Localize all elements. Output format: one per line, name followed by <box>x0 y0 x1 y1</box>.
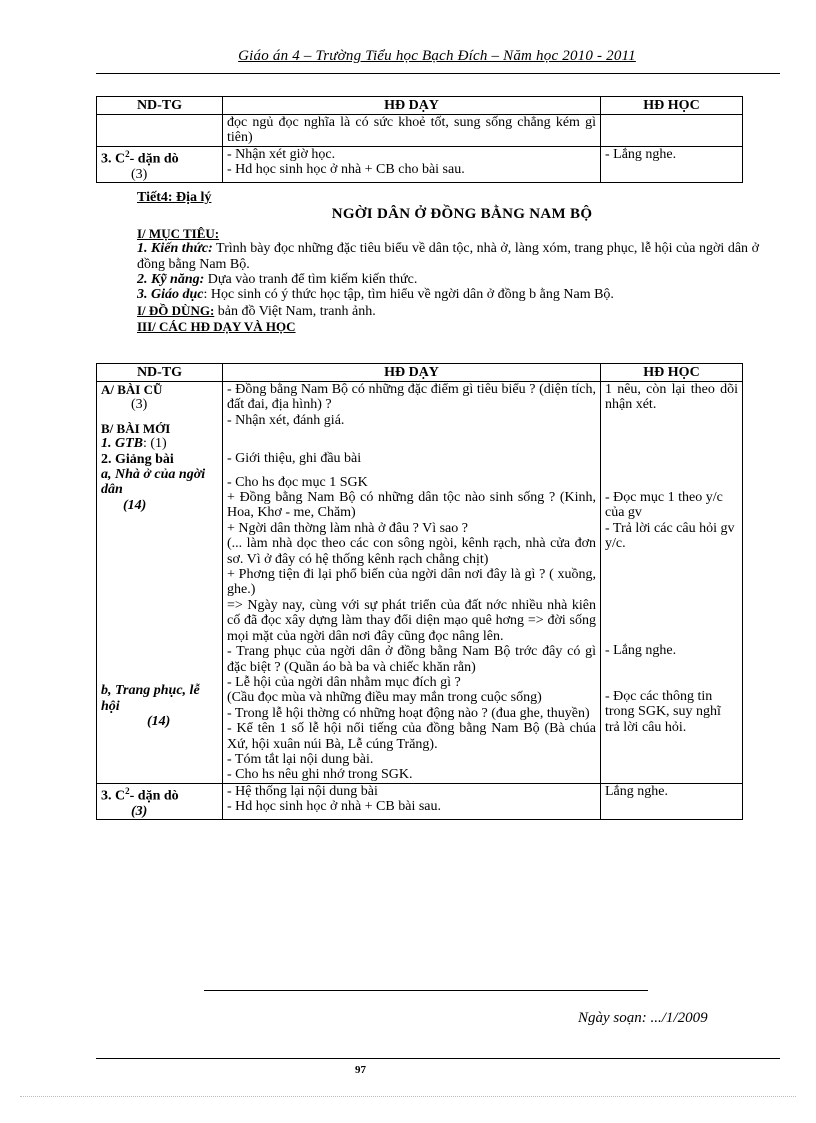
page-number: 97 <box>355 1064 366 1076</box>
lesson-title: NGỜI DÂN Ở ĐỒNG BẰNG NAM BỘ <box>331 206 593 223</box>
objectives-heading: I/ MỤC TIÊU: <box>137 225 220 241</box>
col-header-hoc: HĐ HỌC <box>601 97 743 115</box>
row-day-cell: - Đồng bằng Nam Bộ có những đặc điểm gì tiêu biểu ? (diện tích, đất đai, địa hình) ? - Nhận xét, đánh giá. - Giới thiệu, ghi đầu bài - Cho hs đọc mục 1 SGK + Đồng bằng Nam Bộ có những dân tộc nào sinh sống ? (Kinh, Hoa, Khơ - me, Chăm) + Ngời dân thờng làm nhà ở đâu ? Vì sao ? (... làm nhà dọc theo các con sông ngòi, kênh rạch, nhà cửa đơn sơ. Vì ở đây có hệ thống kênh rạch chằng chịt) + Phơng tiện đi lại phổ biến của ngời dân nơi đây là gì ? ( xuồng, ghe.) => Ngày nay, cùng với sự phát triển của đất nớc nhiều nhà kiên cố đã đọc xây dựng làm thay đổi diện mạo quê hơng => đời sống mọi mặt của ngời dân nơi đây cũng đọc nâng lên. - Trang phục của ngời dân ở đồng bằng Nam Bộ trớc đây có gì đặc biệt ? (Quần áo bà ba và chiếc khăn rằn) - Lễ hội của ngời dân nhằm mục đích gì ? (Cầu đọc mùa và những điều may mắn trong cuộc sống) - Trong lễ hội thờng có những hoạt động nào ? (đua ghe, thuyền) - Kể tên 1 số lễ hội nổi tiếng của đồng bằng Nam Bộ (Bà chúa Xứ, hội xuân núi Bà, Lễ cúng Trăng). - Tóm tắt lại nội dung bài. - Cho hs nêu ghi nhớ trong SGK. <box>223 382 601 784</box>
page-header: Giáo án 4 – Trường Tiểu học Bạch Đích – Năm học 2010 - 2011 <box>238 48 636 64</box>
lesson-subject: Tiết4: Địa lý <box>137 190 212 205</box>
activities-heading: III/ CÁC HĐ DẠY VÀ HỌC <box>137 319 296 335</box>
materials-line: I/ ĐỒ DÙNG: bản đồ Việt Nam, tranh ảnh. <box>137 302 376 319</box>
table-row <box>97 783 743 819</box>
objective-skill: 2. Kỹ năng: Dựa vào tranh để tìm kiếm kiến thức. <box>137 272 418 288</box>
row-hoc-cell: Lắng nghe. <box>601 783 743 819</box>
col-header-nd: ND-TG <box>97 364 223 382</box>
objective-knowledge: 1. Kiến thức: Trình bày đọc những đặc tiêu biểu về dân tộc, nhà ở, làng xóm, trang phục, lễ hội của ngời dân ở đồng bằng Nam Bộ. <box>137 241 759 272</box>
row-nd-cell: A/ BÀI CŨ (3) B/ BÀI MỚI 1. GTB: (1) 2. Giảng bài a, Nhà ở của ngời dân (14) b, Trang phục, lễ hội (14) <box>97 382 223 784</box>
page-edge <box>20 1096 796 1097</box>
objective-education: 3. Giáo dục: Học sinh có ý thức học tập, tìm hiểu về ngời dân ở đồng b ằng Nam Bộ. <box>137 287 614 303</box>
row-nd-cell: 3. $C^2-$ dặn dò (3) <box>97 783 223 819</box>
lesson-date: Ngày soạn: .../1/2009 <box>578 1010 708 1026</box>
table-row <box>97 382 743 784</box>
table-row <box>97 115 743 147</box>
footer-rule <box>204 990 648 991</box>
lesson-table-1 <box>96 96 743 183</box>
header-rule <box>96 73 780 74</box>
lesson-intro <box>137 190 787 335</box>
col-header-hoc: HĐ HỌC <box>601 364 743 382</box>
lesson-table-2 <box>96 363 743 820</box>
col-header-nd: ND-TG <box>97 97 223 115</box>
table-row <box>97 146 743 182</box>
row-day-cell: - Nhận xét giờ học. - Hd học sinh học ở nhà + CB cho bài sau. <box>223 146 601 182</box>
col-header-day: HĐ DẠY <box>223 364 601 382</box>
row-day-cell: - Hệ thống lại nội dung bài - Hd học sinh học ở nhà + CB bài sau. <box>223 783 601 819</box>
row-hoc-cell: - Lắng nghe. <box>601 146 743 182</box>
footer-hrule <box>96 1058 780 1059</box>
row-day-text: đọc ngủ đọc nghĩa là có sức khoẻ tốt, sung sống chẳng kém gì tiên) <box>223 115 601 147</box>
col-header-day: HĐ DẠY <box>223 97 601 115</box>
row-hoc-cell: 1 nêu, còn lại theo dõi nhận xét. - Đọc mục 1 theo y/c của gv - Trả lời các câu hỏi gv y/c. - Lắng nghe. - Đọc các thông tin trong SGK, suy nghĩ trả lời câu hỏi. <box>601 382 743 784</box>
row-nd-cell: 3. $C^2-$ dặn dò (3) <box>97 146 223 182</box>
